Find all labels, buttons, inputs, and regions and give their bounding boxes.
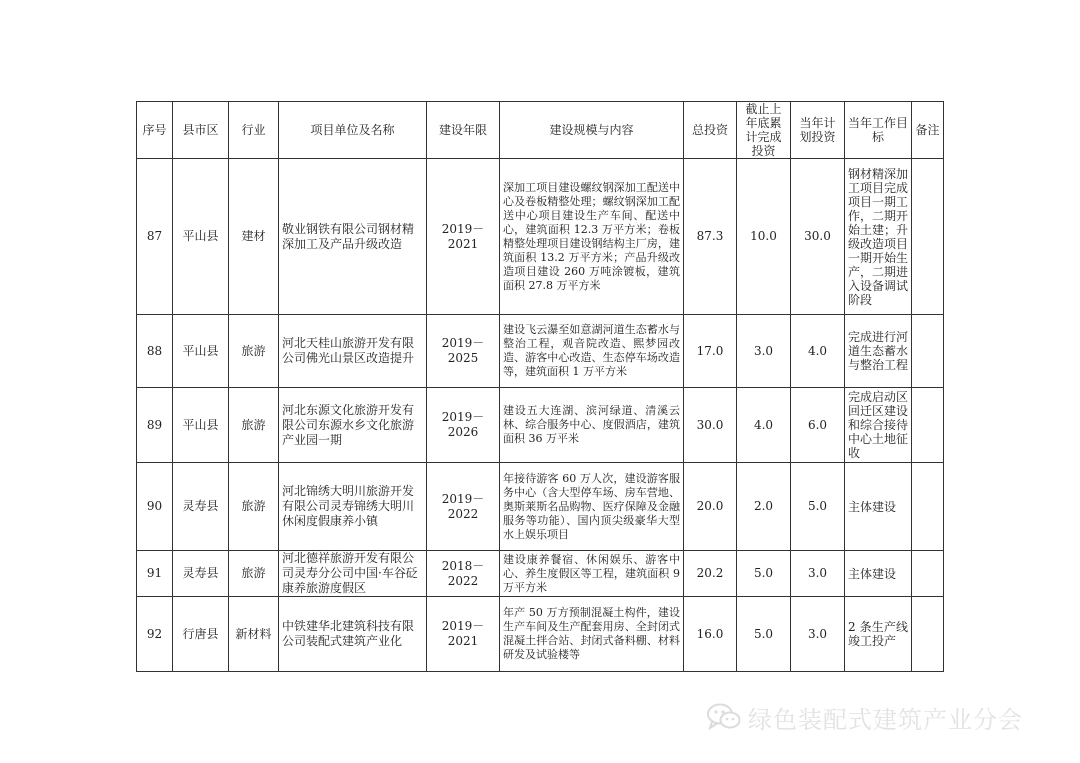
header-goal: 当年工作目标: [845, 102, 912, 159]
cell-seq: 88: [137, 315, 173, 388]
cell-seq: 92: [137, 597, 173, 672]
cell-plan: 3.0: [791, 551, 845, 597]
header-industry: 行业: [229, 102, 279, 159]
cell-total: 30.0: [684, 388, 737, 463]
cell-project: 河北锦绣大明川旅游开发有限公司灵寿锦绣大明川休闲度假康养小镇: [279, 463, 427, 551]
header-total: 总投资: [684, 102, 737, 159]
cell-scale: 深加工项目建设螺纹钢深加工配送中心及卷板精整处理；螺纹钢深加工配送中心项目建设生产车间、配送中心，建筑面积 12.3 万平方米；卷板精整处理项目建设钢结构主厂房，建筑面积 13.2 万平方米；产品升级改造项目建设 260 万吨涂镀板，建筑面积 27.8 万平方米: [500, 159, 684, 315]
table-row: [137, 463, 944, 551]
cell-cumulative: 2.0: [737, 463, 791, 551]
cell-plan: 3.0: [791, 597, 845, 672]
header-note: 备注: [912, 102, 944, 159]
cell-project: 中铁建华北建筑科技有限公司装配式建筑产业化: [279, 597, 427, 672]
cell-scale: 建设五大连湖、滨河绿道、清溪云林、综合服务中心、度假酒店，建筑面积 36 万平米: [500, 388, 684, 463]
cell-total: 17.0: [684, 315, 737, 388]
cell-industry: 旅游: [229, 551, 279, 597]
cell-plan: 6.0: [791, 388, 845, 463]
header-project: 项目单位及名称: [279, 102, 427, 159]
cell-goal: 主体建设: [845, 551, 912, 597]
cell-seq: 91: [137, 551, 173, 597]
table-row: [137, 159, 944, 315]
cell-goal: 主体建设: [845, 463, 912, 551]
table-row: [137, 551, 944, 597]
cell-scale: 建设飞云瀑至如意湖河道生态蓄水与整治工程，观音院改造、熙梦园改造、游客中心改造、生态停车场改造等，建筑面积 1 万平方米: [500, 315, 684, 388]
cell-period: 2019－2021: [427, 159, 500, 315]
wechat-icon: [706, 702, 742, 732]
cell-note: [912, 315, 944, 388]
header-cumulative: 截止上年底累计完成投资: [737, 102, 791, 159]
cell-project: 敬业钢铁有限公司钢材精深加工及产品升级改造: [279, 159, 427, 315]
watermark-text: 绿色装配式建筑产业分会: [748, 705, 1023, 734]
cell-scale: 年接待游客 60 万人次，建设游客服务中心（含大型停车场、房车营地、奥斯莱斯名品购物、医疗保障及金融服务等功能）、国内顶尖级豪华大型水上娱乐项目: [500, 463, 684, 551]
cell-note: [912, 463, 944, 551]
cell-goal: 完成进行河道生态蓄水与整治工程: [845, 315, 912, 388]
cell-county: 平山县: [173, 315, 229, 388]
header-period: 建设年限: [427, 102, 500, 159]
cell-period: 2019－2026: [427, 388, 500, 463]
cell-industry: 新材料: [229, 597, 279, 672]
cell-cumulative: 5.0: [737, 597, 791, 672]
cell-note: [912, 159, 944, 315]
cell-total: 20.0: [684, 463, 737, 551]
cell-cumulative: 5.0: [737, 551, 791, 597]
cell-industry: 旅游: [229, 315, 279, 388]
project-table: [136, 101, 944, 672]
cell-total: 20.2: [684, 551, 737, 597]
table-row: [137, 388, 944, 463]
cell-industry: 旅游: [229, 463, 279, 551]
cell-seq: 90: [137, 463, 173, 551]
cell-scale: 年产 50 万方预制混凝土构件，建设生产车间及生产配套用房、全封闭式混凝土拌合站、封闭式备料棚、材料研发及试验楼等: [500, 597, 684, 672]
cell-industry: 旅游: [229, 388, 279, 463]
cell-project: 河北天桂山旅游开发有限公司佛光山景区改造提升: [279, 315, 427, 388]
cell-county: 灵寿县: [173, 463, 229, 551]
cell-period: 2019－2021: [427, 597, 500, 672]
cell-cumulative: 3.0: [737, 315, 791, 388]
cell-industry: 建材: [229, 159, 279, 315]
cell-project: 河北德祥旅游开发有限公司灵寿分公司中国·车谷砭康养旅游度假区: [279, 551, 427, 597]
cell-cumulative: 10.0: [737, 159, 791, 315]
cell-seq: 89: [137, 388, 173, 463]
cell-county: 行唐县: [173, 597, 229, 672]
cell-plan: 4.0: [791, 315, 845, 388]
table-row: [137, 315, 944, 388]
header-scale: 建设规模与内容: [500, 102, 684, 159]
cell-goal: 钢材精深加工项目完成项目一期工作，二期开始土建；升级改造项目一期开始生产，二期进入设备调试阶段: [845, 159, 912, 315]
cell-goal: 完成启动区回迁区建设和综合接待中心土地征收: [845, 388, 912, 463]
header-plan: 当年计划投资: [791, 102, 845, 159]
header-county: 县市区: [173, 102, 229, 159]
cell-period: 2018－2022: [427, 551, 500, 597]
cell-note: [912, 551, 944, 597]
header-seq: 序号: [137, 102, 173, 159]
watermark: [706, 700, 1023, 734]
cell-note: [912, 597, 944, 672]
table-row: [137, 597, 944, 672]
cell-county: 平山县: [173, 388, 229, 463]
cell-project: 河北东源文化旅游开发有限公司东源水乡文化旅游产业园一期: [279, 388, 427, 463]
cell-plan: 30.0: [791, 159, 845, 315]
table-header-row: [137, 102, 944, 159]
cell-goal: 2 条生产线竣工投产: [845, 597, 912, 672]
cell-plan: 5.0: [791, 463, 845, 551]
cell-seq: 87: [137, 159, 173, 315]
cell-note: [912, 388, 944, 463]
cell-scale: 建设康养餐宿、休闲娱乐、游客中心、养生度假区等工程，建筑面积 9 万平方米: [500, 551, 684, 597]
cell-period: 2019－2022: [427, 463, 500, 551]
cell-period: 2019－2025: [427, 315, 500, 388]
cell-cumulative: 4.0: [737, 388, 791, 463]
cell-total: 87.3: [684, 159, 737, 315]
cell-total: 16.0: [684, 597, 737, 672]
cell-county: 平山县: [173, 159, 229, 315]
cell-county: 灵寿县: [173, 551, 229, 597]
